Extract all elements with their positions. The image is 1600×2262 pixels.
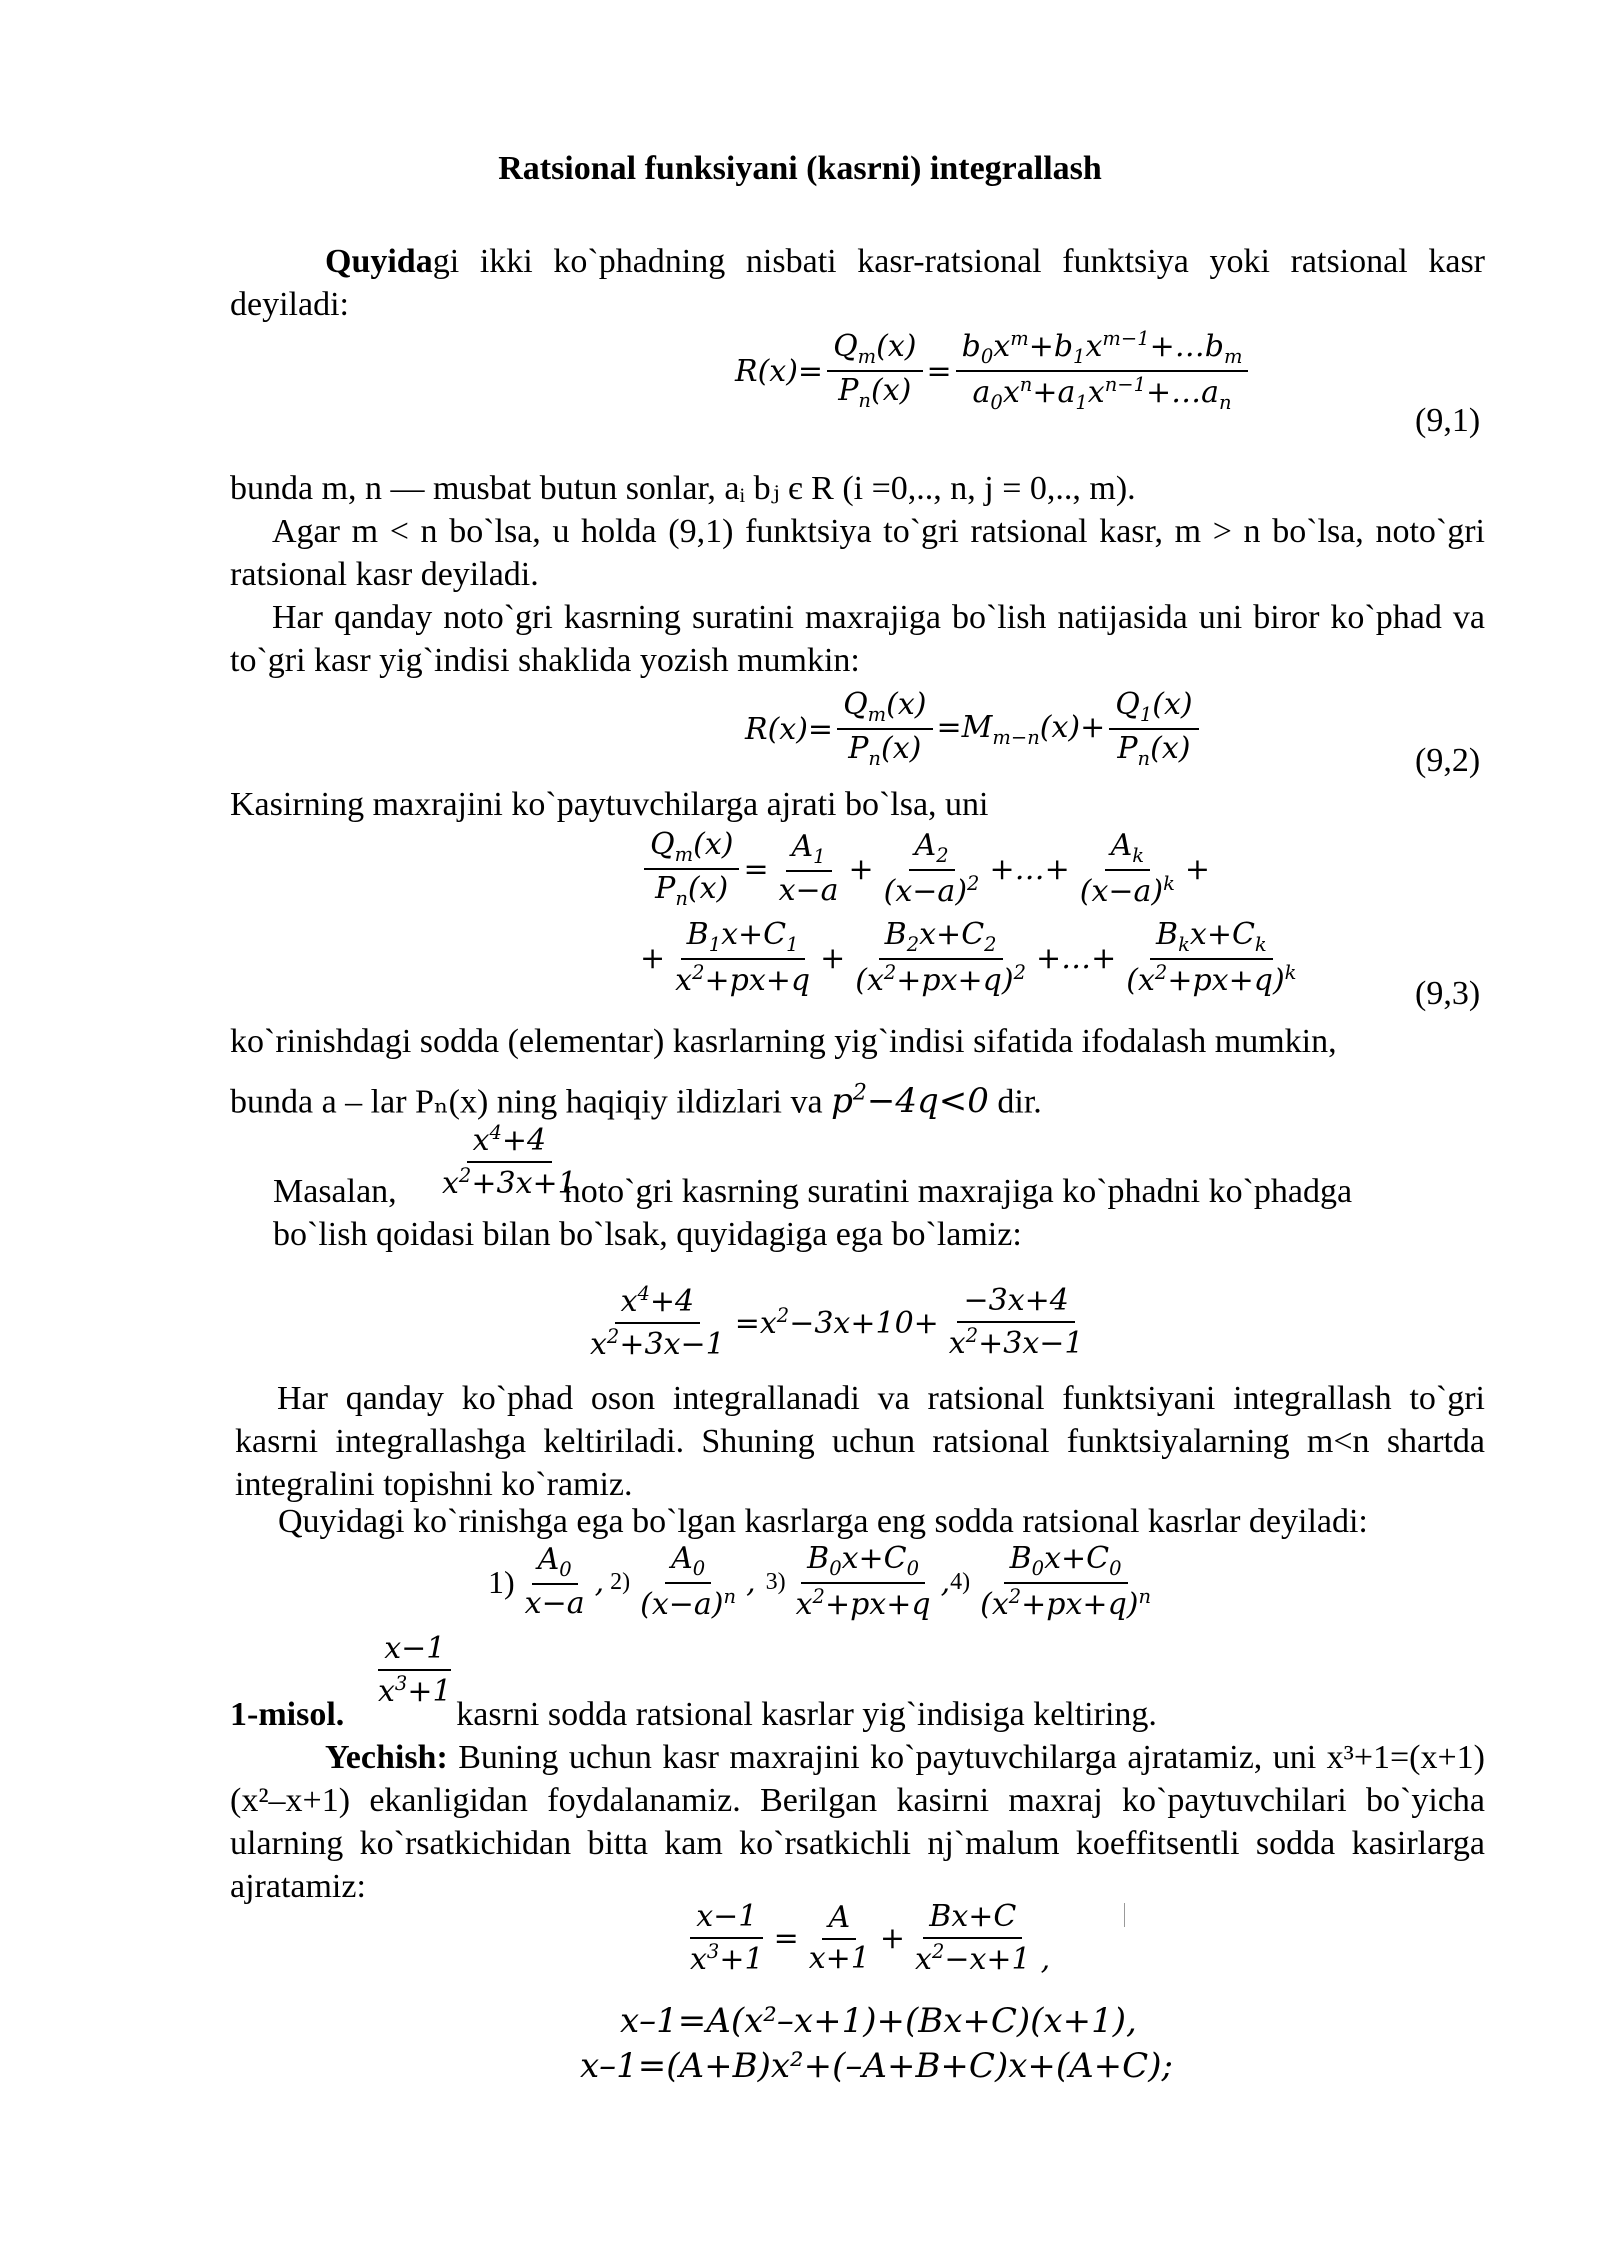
simple-fractions-list: 1) $\frac{A_0}{x-a}$ , 2) $\frac{A_0}{(x-a)^n}$ , 3) $\frac{B_0x+C_0}{x^2+px+q}$ , 4) $\frac{B_0x+C_0}{(x^2+px+q)^n}$ bbox=[488, 1541, 1152, 1623]
list-label-2: 2) bbox=[610, 1568, 631, 1595]
masalan-fraction: $\frac{x^4+4}{x^2+3x+1}$ bbox=[442, 1121, 577, 1201]
misol-label: 1-misol. bbox=[230, 1696, 345, 1733]
misol-fraction: $\frac{x-1}{x^3+1}$ bbox=[378, 1631, 452, 1709]
yechish-text: Buning uchun kasr maxrajini ko`paytuvchilarga ajratamiz, uni x³+1=(x+1)(x²–x+1) ekanligidan foydalanamiz. Berilgan kasirni maxraj ko`paytuvchilari bo`yicha ularning ko`rsatkichidan bitta kam ko`rsatkichli nj`malum koeffitsentli sodda kasirlarga ajratamiz: bbox=[230, 1739, 1485, 1905]
masalan-label: Masalan, bbox=[273, 1173, 397, 1210]
page-title: Ratsional funksiyani (kasrni) integrallash bbox=[498, 150, 1102, 187]
equation-9-3-line-1: $\frac{Q_m(x)}{P_n(x)}$ = $\frac{A_1}{x-a}$ + $\frac{A_2}{(x-a)^2}$ +…+ $\frac{A_k}{(x-a)^k}$ + bbox=[640, 828, 1210, 911]
text-cursor bbox=[1124, 1903, 1125, 1927]
equation-9-1: R(x)= $\frac{Q_m(x)}{P_n(x)}$ = $\frac{b_0x^m+b_1x^{m-1}+\dots b_m}{a_0x^n+a_1x^{n-1}+\dots a_n}$ bbox=[735, 328, 1252, 415]
equation-number-9-1: (9,1) bbox=[1415, 402, 1481, 439]
quyidagi-paragraph: Quyidagi ko`rinishga ega bo`lgan kasrlarga eng sodda ratsional kasrlar deyiladi: bbox=[278, 1503, 1368, 1540]
yechish-label: Yechish: bbox=[325, 1739, 448, 1776]
final-equation-1: x–1=A(x²–x+1)+(Bx+C)(x+1), bbox=[620, 2001, 1137, 2041]
masalan-text: noto`gri kasrning suratini maxrajiga ko`phadni ko`phadga bbox=[563, 1173, 1353, 1210]
misol-paragraph bbox=[230, 1693, 1485, 1736]
discriminant-condition: $p^2-4q<0$ bbox=[831, 1080, 989, 1122]
final-equation-2: x–1=(A+B)x²+(–A+B+C)x+(A+C); bbox=[580, 2046, 1173, 2086]
intro-bold-word: Quyida bbox=[325, 243, 433, 280]
har-qanday-paragraph-2: Har qanday ko`phad oson integrallanadi va ratsional funktsiyani integrallash to`gri kasrni integrallashga keltiriladi. Shuning uchun ratsional funktsiyalarning m<n shartda integralini topishni ko`ramiz. bbox=[235, 1380, 1485, 1503]
agar-paragraph: Agar m < n bo`lsa, u holda (9,1) funktsiya to`gri ratsional kasr, m > n bo`lsa, noto`gri ratsional kasr deyiladi. bbox=[230, 513, 1485, 593]
masalan-paragraph bbox=[273, 1170, 1473, 1213]
har-qanday-paragraph-1: Har qanday noto`gri kasrning suratini maxrajiga bo`lish natijasida uni biror ko`phad va to`gri kasr yig`indisi shaklida yozish mumkin: bbox=[230, 599, 1485, 679]
bunda-a-text: bunda a – lar Pₙ(x) ning haqiqiy ildizlari va bbox=[230, 1083, 823, 1121]
equation-number-9-2: (9,2) bbox=[1415, 742, 1481, 779]
division-equation: $\frac{x^4+4}{x^2+3x-1}$ $=x^2-3x+10+$ $\frac{-3x+4}{x^2+3x-1}$ bbox=[590, 1282, 1084, 1362]
list-label-1: 1) bbox=[488, 1563, 515, 1600]
list-label-4: 4) bbox=[950, 1568, 971, 1595]
dir-text: dir. bbox=[997, 1083, 1042, 1121]
korinishdagi-paragraph: ko`rinishdagi sodda (elementar) kasrlarning yig`indisi sifatida ifodalash mumkin, bbox=[230, 1023, 1337, 1060]
list-label-3: 3) bbox=[765, 1568, 786, 1595]
yechish-paragraph bbox=[230, 1736, 1485, 1908]
equation-9-2: R(x)= $\frac{Q_m(x)}{P_n(x)}$ $=M_{m-n}(x)+$ $\frac{Q_1(x)}{P_n(x)}$ bbox=[745, 688, 1203, 771]
misol-text: kasrni sodda ratsional kasrlar yig`indisiga keltiring. bbox=[456, 1696, 1157, 1733]
kasirning-paragraph: Kasirning maxrajini ko`paytuvchilarga ajrati bo`lsa, uni bbox=[230, 786, 989, 823]
bunda-paragraph: bunda m, n — musbat butun sonlar, aᵢ bⱼ є R (i =0,.., n, j = 0,.., m). bbox=[230, 470, 1136, 507]
masalan-paragraph-cont: bo`lish qoidasi bilan bo`lsak, quyidagiga ega bo`lamiz: bbox=[273, 1216, 1022, 1253]
bunda-a-paragraph bbox=[230, 1072, 1485, 1123]
equation-9-3-line-2: + $\frac{B_1x+C_1}{x^2+px+q}$ + $\frac{B_2x+C_2}{(x^2+px+q)^2}$ +…+ $\frac{B_kx+C_k}{(x^2+px+q)^k}$ bbox=[640, 917, 1297, 999]
equation-number-9-3: (9,3) bbox=[1415, 975, 1481, 1012]
partial-fraction-equation: $\frac{x-1}{x^3+1}$ = $\frac{A}{x+1}$ + $\frac{Bx+C}{x^2-x+1}$ , bbox=[690, 1899, 1051, 1977]
intro-paragraph bbox=[230, 240, 1485, 326]
intro-text: gi ikki ko`phadning nisbati kasr-ratsional funktsiya yoki ratsional kasr deyiladi: bbox=[230, 243, 1485, 323]
